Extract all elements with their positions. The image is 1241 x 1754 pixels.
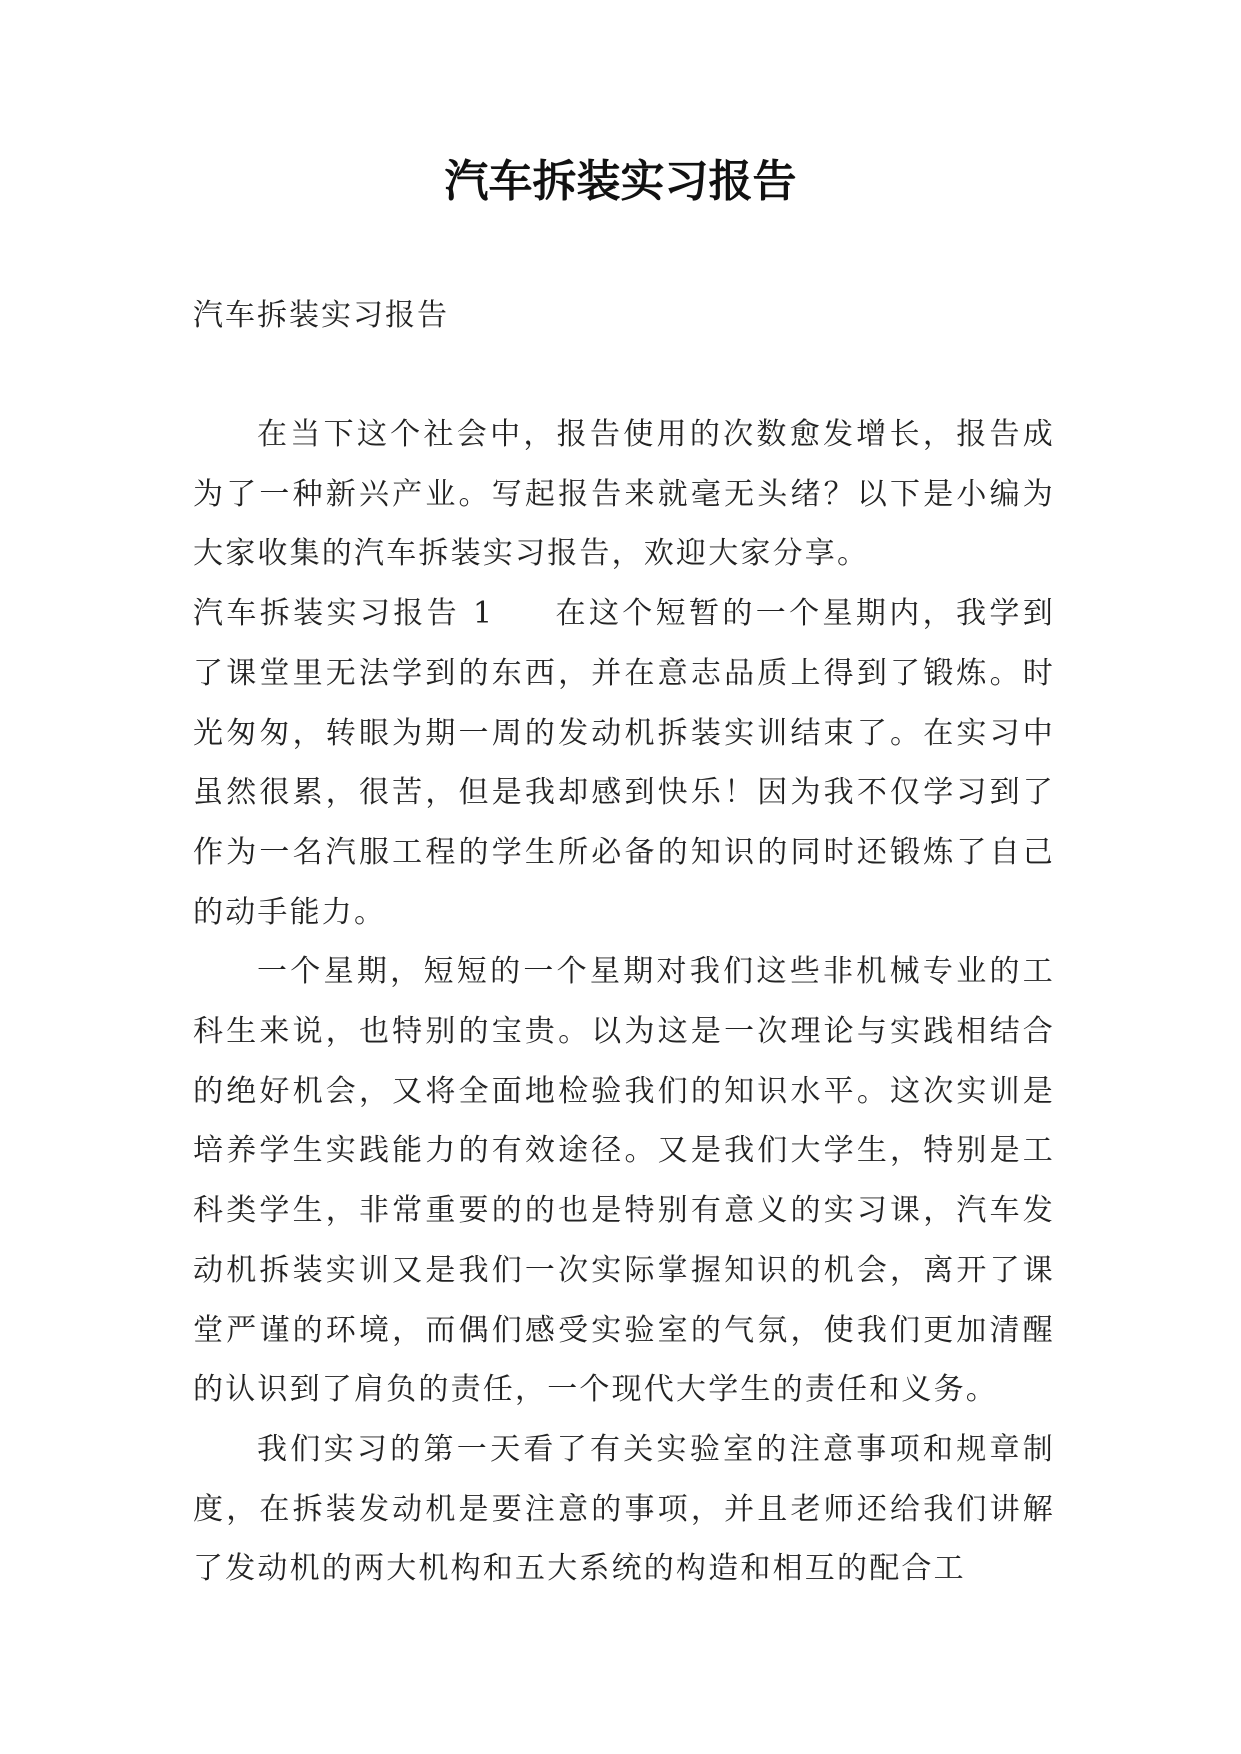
- section-1-paragraph: [193, 584, 1055, 942]
- document-subtitle: 汽车拆装实习报告: [193, 298, 449, 333]
- paragraph-2: 一个星期，短短的一个星期对我们这些非机械专业的工科生来说，也特别的宝贵。以为这是一次理论与实践相结合的绝好机会，又将全面地检验我们的知识水平。这次实训是培养学生实践能力的有效途径。又是我们大学生，特别是工科类学生，非常重要的的也是特别有意义的实习课，汽车发动机拆装实训又是我们一次实际掌握知识的机会，离开了课堂严谨的环境，而偶们感受实验室的气氛，使我们更加清醒的认识到了肩负的责任，一个现代大学生的责任和义务。: [193, 954, 1055, 1408]
- intro-paragraph: 在当下这个社会中，报告使用的次数愈发增长，报告成为了一种新兴产业。写起报告来就毫无头绪？以下是小编为大家收集的汽车拆装实习报告，欢迎大家分享。: [193, 417, 1055, 572]
- paragraph-3: 我们实习的第一天看了有关实验室的注意事项和规章制度，在拆装发动机是要注意的事项，并且老师还给我们讲解了发动机的两大机构和五大系统的构造和相互的配合工: [193, 1431, 1055, 1587]
- document-body: [193, 405, 1055, 1599]
- section-1-heading: 汽车拆装实习报告 1: [193, 596, 495, 632]
- document-title: 汽车拆装实习报告: [444, 156, 797, 207]
- section-1-lead-text: 在这个短暂的一个星期内，我学到了课堂里无法学到的东西，并在意志品质上得到了锻炼。时光匆匆，转眼为期一周的发动机拆装实训结束了。在实习中虽然很累，很苦，但是我却感到快乐！因为我不仅学习到了作为一名汽服工程的学生所必备的知识的同时还锻炼了自己的动手能力。: [193, 596, 1055, 930]
